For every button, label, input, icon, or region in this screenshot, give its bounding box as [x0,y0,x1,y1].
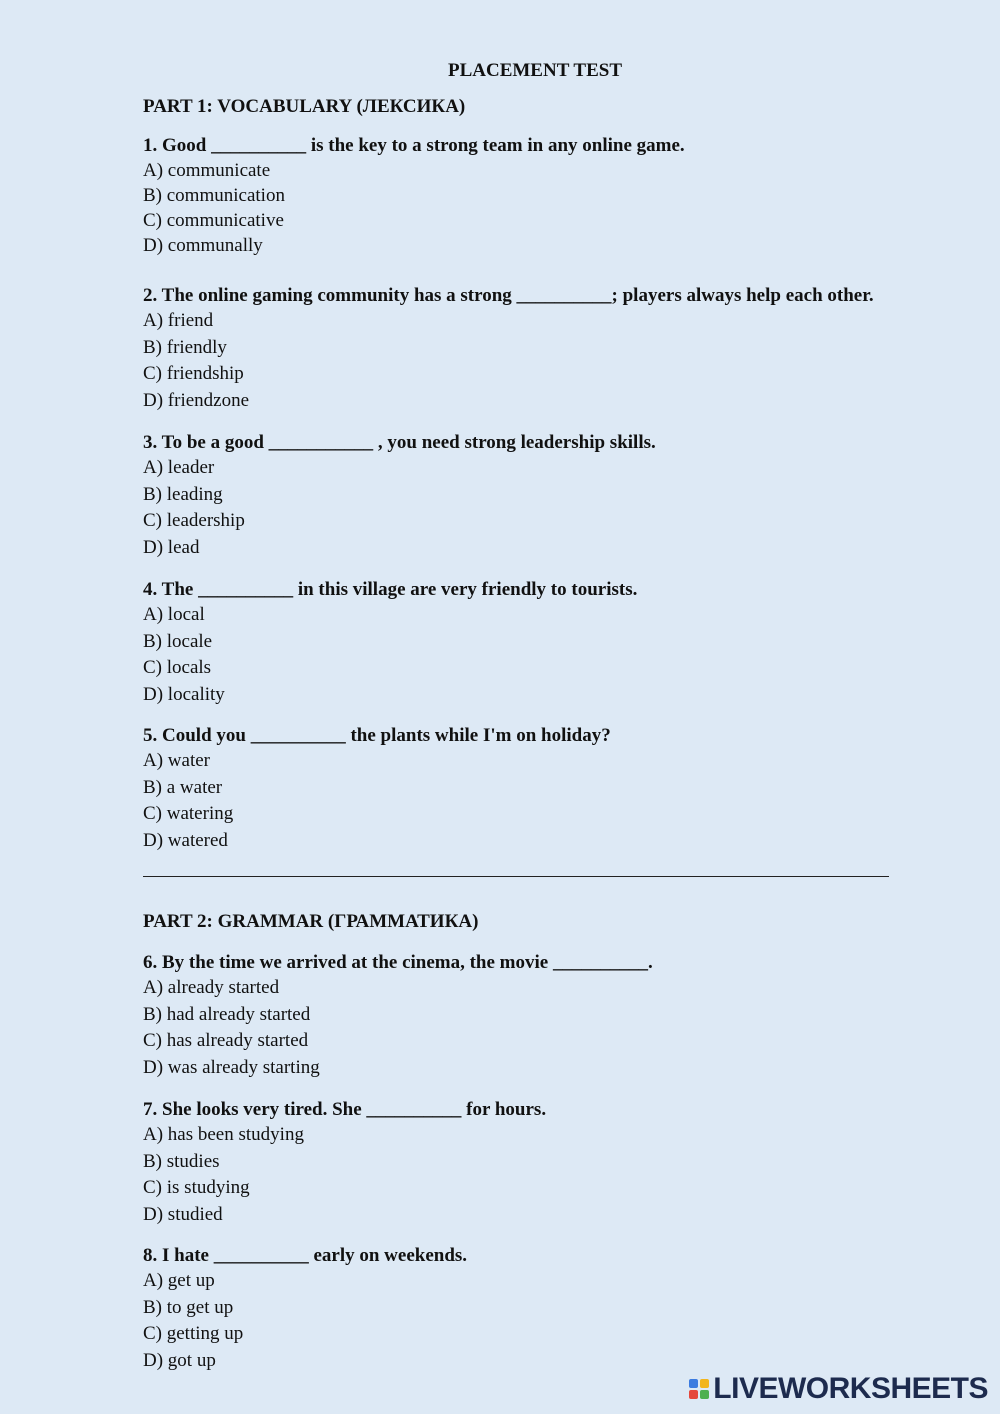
part-2-heading: PART 2: GRAMMAR (ГРАММАТИКА) [143,911,479,932]
brand-wordmark: LIVEWORKSHEETS [713,1372,988,1405]
question-text: 7. She looks very tired. She __________ for hours. [143,1099,547,1120]
option-b[interactable]: B) leading [143,483,223,505]
question-6 [143,951,653,1081]
option-b[interactable]: B) friendly [143,336,227,358]
option-d[interactable]: D) friendzone [143,389,250,411]
brand-square-icon [689,1390,698,1399]
option-a[interactable]: A) get up [143,1270,215,1291]
question-8 [143,1244,467,1374]
option-c[interactable]: C) watering [143,803,234,825]
question-text: 2. The online gaming community has a strong __________; players always help each other. [143,285,874,306]
question-text: 3. To be a good ___________ , you need strong leadership skills. [143,432,656,453]
option-a[interactable]: A) leader [143,457,215,478]
option-b[interactable]: B) locale [143,630,213,652]
option-b[interactable]: B) communication [143,185,285,206]
question-5 [143,724,611,854]
option-b[interactable]: B) studies [143,1150,220,1172]
question-text: 5. Could you __________ the plants while I'm on holiday? [143,725,611,746]
option-a[interactable]: A) local [143,604,205,625]
question-3 [143,431,656,561]
option-b[interactable]: B) to get up [143,1296,234,1318]
question-7 [143,1098,546,1228]
question-1 [143,134,685,258]
option-c[interactable]: C) getting up [143,1323,244,1345]
question-text: 8. I hate __________ early on weekends. [143,1245,468,1266]
question-text: 1. Good __________ is the key to a strong team in any online game. [143,135,685,156]
option-b[interactable]: B) a water [143,776,223,798]
part-1-heading: PART 1: VOCABULARY (ЛЕКСИКА) [143,96,466,117]
option-c[interactable]: C) leadership [143,510,245,532]
option-c[interactable]: C) communicative [143,210,284,231]
question-text: 6. By the time we arrived at the cinema, the movie __________. [143,952,653,973]
question-text: 4. The __________ in this village are very friendly to tourists. [143,579,638,600]
option-c[interactable]: C) is studying [143,1177,250,1199]
option-d[interactable]: D) was already starting [143,1056,320,1078]
section-divider [143,876,889,877]
option-d[interactable]: D) watered [143,829,228,851]
page-title: PLACEMENT TEST [447,60,623,81]
option-c[interactable]: C) has already started [143,1030,309,1052]
option-a[interactable]: A) water [143,750,210,771]
brand-square-icon [700,1390,709,1399]
option-d[interactable]: D) studied [143,1203,223,1225]
option-a[interactable]: A) communicate [143,160,271,181]
brand-square-icon [689,1379,698,1388]
option-d[interactable]: D) got up [143,1349,216,1371]
option-c[interactable]: C) locals [143,657,212,679]
option-a[interactable]: A) friend [143,310,214,331]
option-c[interactable]: C) friendship [143,363,244,385]
option-d[interactable]: D) lead [143,536,200,558]
liveworksheets-logo[interactable] [689,1372,988,1406]
question-4 [143,578,637,708]
option-d[interactable]: D) communally [143,235,263,256]
question-2 [143,284,874,414]
option-a[interactable]: A) has been studying [143,1124,304,1145]
option-d[interactable]: D) locality [143,683,225,705]
brand-grid-icon [689,1379,709,1399]
option-a[interactable]: A) already started [143,977,280,998]
brand-square-icon [700,1379,709,1388]
option-b[interactable]: B) had already started [143,1003,311,1025]
